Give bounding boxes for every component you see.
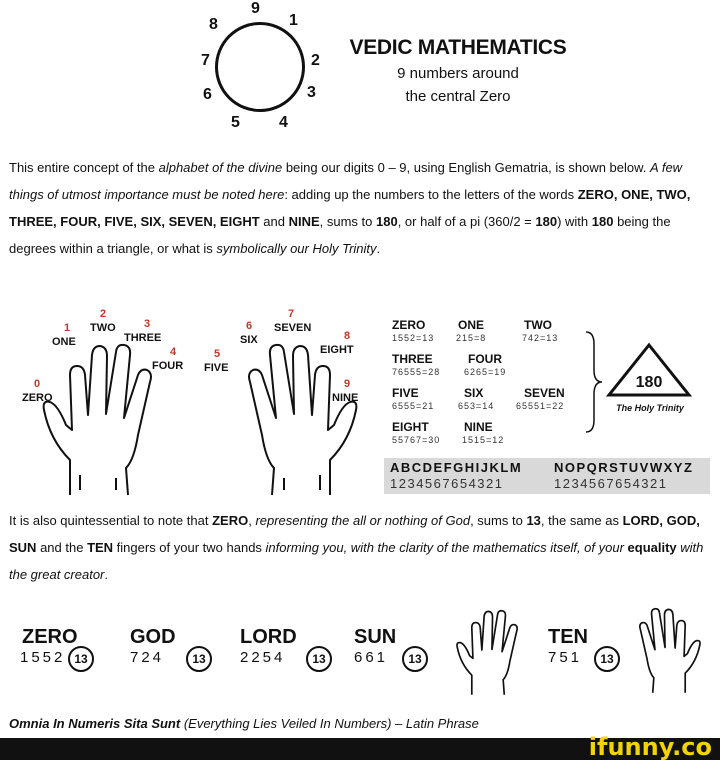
word-calc: 65551=22 bbox=[516, 401, 565, 411]
text-run: 180 bbox=[591, 214, 614, 229]
formula-word: GOD bbox=[130, 626, 176, 648]
formula-word: TEN bbox=[548, 626, 588, 648]
subtitle-line: the central Zero bbox=[405, 88, 511, 105]
sum-circle: 13 bbox=[306, 646, 332, 672]
hand-number: 0 bbox=[34, 378, 41, 390]
text-run: symbolically our Holy Trinity bbox=[216, 241, 377, 256]
word-calc: 6265=19 bbox=[464, 367, 507, 377]
hand-number: 1 bbox=[64, 322, 71, 334]
text-run: It is also quintessential to note that bbox=[9, 513, 213, 528]
hand-word: FIVE bbox=[204, 362, 229, 374]
hand-word: NINE bbox=[332, 392, 359, 404]
text-run: , the same as bbox=[540, 513, 623, 528]
subtitle-line: 9 numbers around bbox=[397, 65, 519, 82]
triangle-label: The Holy Trinity bbox=[616, 403, 684, 413]
clock-number: 3 bbox=[307, 84, 316, 101]
text-run: NINE bbox=[288, 214, 320, 229]
formula-word: LORD bbox=[240, 626, 297, 648]
clock-number: 7 bbox=[201, 52, 210, 69]
word-calc: 1552=13 bbox=[392, 333, 435, 343]
word-calc: 1515=12 bbox=[462, 435, 505, 445]
text-run: being our digits 0 – 9, using English Gematria, is shown below. bbox=[282, 160, 651, 175]
word-label: SIX bbox=[464, 386, 484, 400]
text-run: LORD, GOD, SUN bbox=[9, 513, 700, 555]
word-calc: 653=14 bbox=[458, 401, 495, 411]
watermark-logo: ifunny.co bbox=[588, 733, 712, 761]
word-calc: 55767=30 bbox=[392, 435, 441, 445]
word-label: FIVE bbox=[392, 386, 419, 400]
text-run: , sums to bbox=[319, 214, 376, 229]
page-title: VEDIC MATHEMATICS bbox=[349, 36, 567, 59]
word-label: FOUR bbox=[468, 352, 502, 366]
digits-a-m: 1234567654321 bbox=[390, 476, 504, 491]
triangle-value: 180 bbox=[635, 374, 663, 391]
text-run: 180 bbox=[535, 214, 558, 229]
text-run: TEN bbox=[87, 540, 114, 555]
second-paragraph bbox=[9, 507, 713, 588]
hand-number: 7 bbox=[288, 308, 295, 320]
text-run: and the bbox=[36, 540, 88, 555]
clock-number: 2 bbox=[311, 52, 320, 69]
clock-number: 5 bbox=[231, 114, 240, 131]
formula-row bbox=[0, 620, 720, 700]
text-run: ) with bbox=[557, 214, 592, 229]
latin-phrase bbox=[9, 716, 479, 731]
central-zero-circle bbox=[215, 22, 305, 112]
word-label: THREE bbox=[392, 352, 433, 366]
word-calc: 742=13 bbox=[522, 333, 559, 343]
formula-digits: 661 bbox=[354, 649, 389, 666]
text-run: ZERO, ONE, TWO, THREE, FOUR, FIVE, SIX, SEVEN, EIGHT bbox=[9, 187, 691, 229]
text-run: informing you, with the clarity of the mathematics itself, of your bbox=[265, 540, 628, 555]
clock-number: 4 bbox=[279, 114, 288, 131]
word-calc: 215=8 bbox=[456, 333, 487, 343]
hand-word: SIX bbox=[240, 334, 258, 346]
text-run: fingers of your two hands bbox=[113, 540, 266, 555]
text-run: , bbox=[248, 513, 256, 528]
word-calc: 6555=21 bbox=[392, 401, 435, 411]
intro-paragraph bbox=[9, 154, 713, 262]
text-run: representing the all or nothing of God bbox=[255, 513, 471, 528]
word-label: NINE bbox=[464, 420, 493, 434]
sum-circle: 13 bbox=[594, 646, 620, 672]
text-run: with the great creator bbox=[9, 540, 704, 582]
sum-circle: 13 bbox=[68, 646, 94, 672]
text-run: A few things of utmost importance must be noted here bbox=[9, 160, 683, 202]
text-run: : adding up the numbers to the letters of the words bbox=[284, 187, 578, 202]
sum-circle: 13 bbox=[186, 646, 212, 672]
hand-number: 9 bbox=[344, 378, 351, 390]
text-run: , sums to bbox=[470, 513, 527, 528]
hand-number: 5 bbox=[214, 348, 221, 360]
clock-number: 1 bbox=[289, 12, 298, 29]
word-label: ZERO bbox=[392, 318, 426, 332]
hand-word: SEVEN bbox=[274, 322, 312, 334]
hand-number: 6 bbox=[246, 320, 253, 332]
word-label: SEVEN bbox=[524, 386, 565, 400]
title-block bbox=[348, 36, 568, 106]
formula-digits: 2254 bbox=[240, 649, 286, 666]
letters-n-z: NOPQRSTUVWXYZ bbox=[554, 460, 694, 475]
word-calc: 76555=28 bbox=[392, 367, 441, 377]
text-run: , or half of a pi (360/2 = bbox=[397, 214, 536, 229]
text-run: This entire concept of the bbox=[9, 160, 159, 175]
hand-number: 4 bbox=[170, 346, 177, 358]
clock-number: 6 bbox=[203, 86, 212, 103]
hand-word: TWO bbox=[90, 322, 116, 334]
word-label: TWO bbox=[524, 318, 552, 332]
word-label: ONE bbox=[458, 318, 485, 332]
digits-n-z: 1234567654321 bbox=[554, 476, 668, 491]
right-hand-labels bbox=[200, 300, 370, 420]
text-run: ZERO bbox=[212, 513, 249, 528]
latin-text: Omnia In Numeris Sita Sunt bbox=[9, 716, 181, 731]
hand-word: ONE bbox=[52, 336, 76, 348]
small-right-hand-illustration bbox=[618, 600, 702, 696]
text-run: 180 bbox=[376, 214, 398, 229]
formula-digits: 1552 bbox=[20, 649, 66, 666]
clock-number: 9 bbox=[251, 0, 260, 17]
hand-number: 8 bbox=[344, 330, 351, 342]
word-values-table bbox=[392, 318, 612, 448]
formula-word: SUN bbox=[354, 626, 397, 648]
sum-circle: 13 bbox=[402, 646, 428, 672]
formula-word: ZERO bbox=[22, 626, 78, 648]
clock-number: 8 bbox=[209, 16, 218, 33]
brace-symbol bbox=[584, 330, 604, 434]
left-hand-labels bbox=[0, 300, 200, 420]
hand-word: EIGHT bbox=[320, 344, 354, 356]
formula-digits: 751 bbox=[548, 649, 583, 666]
alphabet-key bbox=[384, 458, 710, 494]
text-run: and bbox=[259, 214, 289, 229]
word-label: EIGHT bbox=[392, 420, 429, 434]
text-run: 13 bbox=[526, 513, 541, 528]
text-run: being the degrees within a triangle, or what is bbox=[9, 214, 671, 256]
small-left-hand-illustration bbox=[455, 602, 539, 698]
text-run: alphabet of the divine bbox=[158, 160, 283, 175]
hand-word: THREE bbox=[124, 332, 162, 344]
text-run: equality bbox=[627, 540, 677, 555]
letters-a-m: ABCDEFGHIJKLM bbox=[390, 460, 523, 475]
hand-word: ZERO bbox=[22, 392, 53, 404]
hand-number: 2 bbox=[100, 308, 107, 320]
text-run: . bbox=[104, 567, 109, 582]
hand-number: 3 bbox=[144, 318, 151, 330]
hand-word: FOUR bbox=[152, 360, 184, 372]
text-run: . bbox=[376, 241, 381, 256]
formula-digits: 724 bbox=[130, 649, 165, 666]
translation-text: (Everything Lies Veiled In Numbers) – Latin Phrase bbox=[180, 716, 479, 731]
clock-diagram bbox=[195, 0, 335, 131]
